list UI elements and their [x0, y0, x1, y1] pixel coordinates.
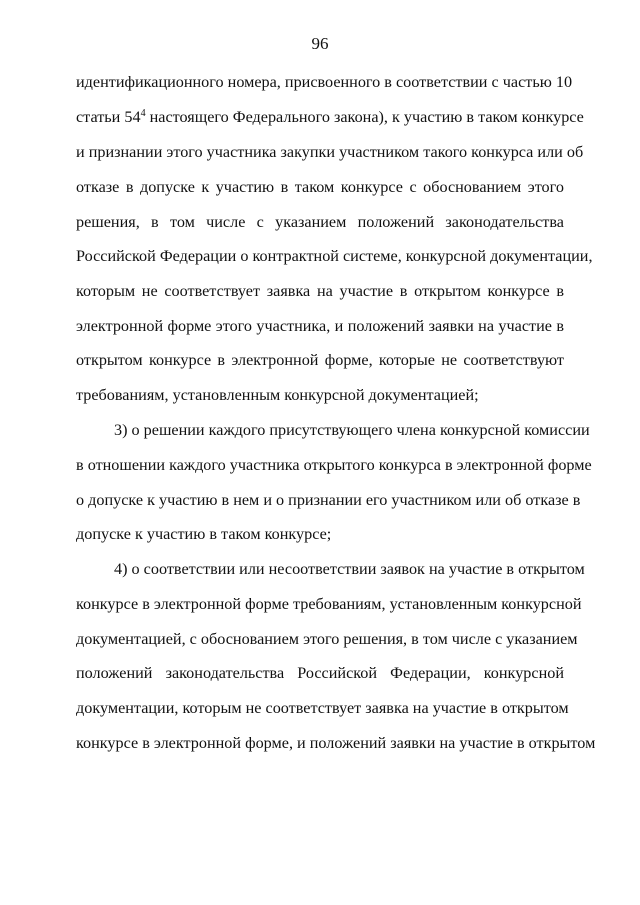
text-fragment: настоящего Федерального закона), к участию в таком конкурсе: [149, 108, 584, 126]
text-line: идентификационного номера, присвоенного в соответствии с частью 10: [76, 73, 573, 91]
text-line: 3) о решении каждого присутствующего члена конкурсной комиссии: [114, 421, 590, 439]
text-line: и признании этого участника закупки участником такого конкурса или об: [76, 143, 584, 161]
page-number: 96: [311, 34, 329, 53]
text-line: о допуске к участию в нем и о признании его участником или об отказе в: [76, 491, 581, 509]
text-line: положений законодательства Российской Федерации, конкурсной: [76, 664, 564, 682]
text-line: 4) о соответствии или несоответствии заявок на участие в открытом: [114, 560, 585, 578]
text-line: конкурсе в электронной форме, и положений заявки на участие в открытом: [76, 734, 596, 752]
text-line: в отношении каждого участника открытого конкурса в электронной форме: [76, 456, 592, 474]
text-line: допуске к участию в таком конкурсе;: [76, 525, 332, 543]
text-line: [76, 107, 584, 127]
text-line: документации, которым не соответствует заявка на участие в открытом: [76, 699, 569, 717]
text-line: конкурсе в электронной форме требованиям, установленным конкурсной: [76, 595, 582, 613]
text-line: требованиям, установленным конкурсной документацией;: [76, 386, 479, 404]
text-line: открытом конкурсе в электронной форме, которые не соответствуют: [76, 351, 564, 369]
text-line: Российской Федерации о контрактной системе, конкурсной документации,: [76, 247, 593, 265]
text-line: решения, в том числе с указанием положений законодательства: [76, 213, 564, 231]
superscript: 4: [140, 108, 146, 119]
text-line: отказе в допуске к участию в таком конкурсе с обоснованием этого: [76, 178, 564, 196]
text-fragment: статьи 54: [76, 108, 141, 126]
text-line: которым не соответствует заявка на участие в открытом конкурсе в: [76, 282, 564, 300]
text-line: электронной форме этого участника, и положений заявки на участие в: [76, 317, 564, 335]
text-line: документацией, с обоснованием этого решения, в том числе с указанием: [76, 630, 578, 648]
